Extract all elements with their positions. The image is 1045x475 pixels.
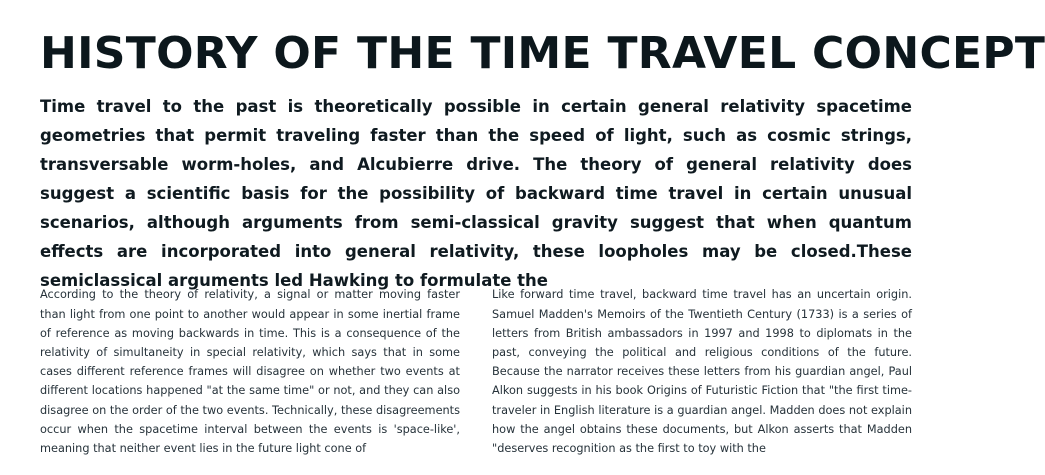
lead-paragraph: Time travel to the past is theoretically possible in certain general relativity spacetime geometries that permit traveling faster than the speed of light, such as cosmic strings, transversable worm-holes, and Alcubierre drive. The theory of general relativity does suggest a scientific basis for the possibility of backward time travel in certain unusual scenarios, although arguments from semi-classical gravity suggest that when quantum effects are incorporated into general relativity, these loopholes may be closed.These semiclassical arguments led Hawking to formulate the (40, 97, 912, 290)
body-column-left: According to the theory of relativity, a signal or matter moving faster than light from one point to another would appear in some inertial frame of reference as moving backwards in time. This is a consequence of the relativity of simultaneity in special relativity, which says that in some cases different reference frames will disagree on whether two events at different locations happened "at the same time" or not, and they can also disagree on the order of the two events. Technically, these disagreements occur when the spacetime interval between the events is 'space-like', meaning that neither event lies in the future light cone of (40, 288, 460, 455)
body-columns (40, 274, 912, 474)
page-title: HISTORY OF THE TIME TRAVEL CONCEPT (40, 28, 1045, 79)
body-column-right: Like forward time travel, backward time travel has an uncertain origin. Samuel Madden's Memoirs of the Twentieth Century (1733) is a series of letters from British ambassadors in 1997 and 1998 to diplomats in the past, conveying the political and religious conditions of the future. Because the narrator receives these letters from his guardian angel, Paul Alkon suggests in his book Origins of Futuristic Fiction that "the first time-traveler in English literature is a guardian angel. Madden does not explain how the angel obtains these documents, but Alkon asserts that Madden "deserves recognition as the first to toy with the (492, 288, 912, 455)
article (40, 26, 1045, 455)
